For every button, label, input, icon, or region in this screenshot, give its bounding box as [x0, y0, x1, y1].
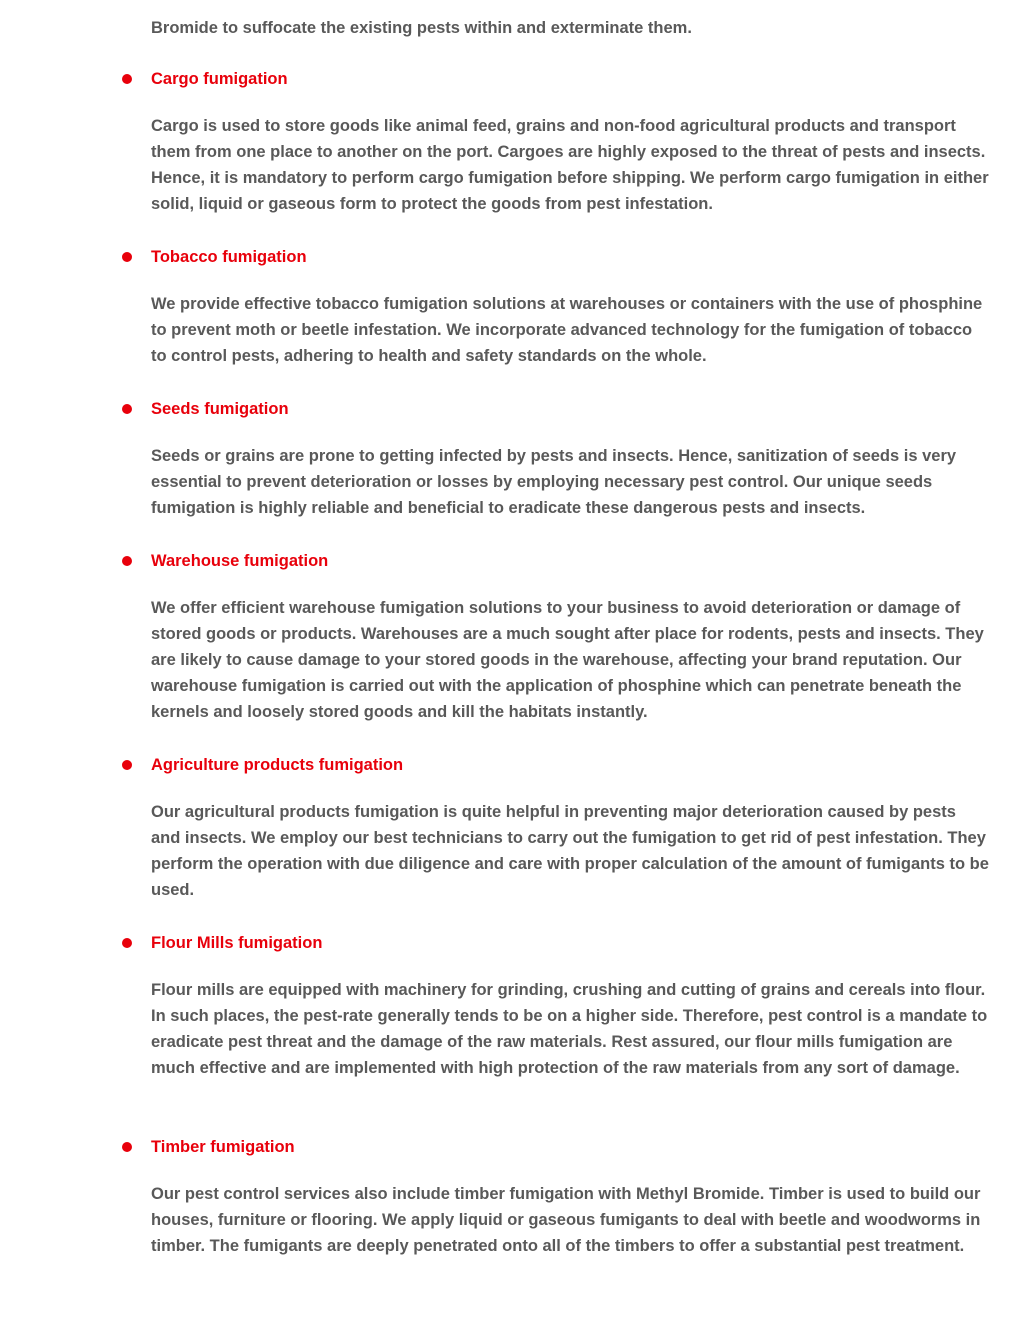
section-seeds-fumigation [0, 397, 1024, 517]
bullet-icon [122, 760, 132, 770]
section-tobacco-fumigation [0, 245, 1024, 365]
section-heading-row [0, 397, 1024, 423]
section-heading-row [0, 549, 1024, 575]
section-heading: Seeds fumigation [151, 400, 289, 418]
section-heading: Cargo fumigation [151, 70, 288, 88]
section-body: We provide effective tobacco fumigation solutions at warehouses or containers with the use of phosphine to prevent moth or beetle infestation. We incorporate advanced technology for the fumigation of tobacco to control pests, adhering to health and safety standards on the whole. [151, 295, 983, 365]
section-agriculture-products-fumigation [0, 753, 1024, 899]
section-body: Our agricultural products fumigation is quite helpful in preventing major deterioration caused by pests and insects. We employ our best technicians to carry out the fumigation to get rid of pest infestation. They perform the operation with due diligence and care with proper calculation of the amount of fumigants to be used. [151, 803, 989, 899]
section-timber-fumigation [0, 1135, 1024, 1255]
section-heading-row [0, 245, 1024, 271]
section-cargo-fumigation [0, 67, 1024, 213]
section-heading: Warehouse fumigation [151, 552, 329, 570]
section-heading: Flour Mills fumigation [151, 934, 323, 952]
section-heading: Agriculture products fumigation [151, 756, 404, 774]
section-heading-row [0, 931, 1024, 957]
bullet-icon [122, 938, 132, 948]
section-body: Cargo is used to store goods like animal feed, grains and non-food agricultural products and transport them from one place to another on the port. Cargoes are highly exposed to the threat of pests and insects. Hence, it is mandatory to perform cargo fumigation before shipping. We perform cargo fumigation in either solid, liquid or gaseous form to protect the goods from pest infestation. [151, 117, 989, 213]
section-body: We offer efficient warehouse fumigation solutions to your business to avoid deterioration or damage of stored goods or products. Warehouses are a much sought after place for rodents, pests and insects. They are likely to cause damage to your stored goods in the warehouse, affecting your brand reputation. Our warehouse fumigation is carried out with the application of phosphine which can penetrate beneath the kernels and loosely stored goods and kill the habitats instantly. [151, 599, 984, 721]
bullet-icon [122, 404, 132, 414]
section-body: Our pest control services also include timber fumigation with Methyl Bromide. Timber is used to build our houses, furniture or flooring. We apply liquid or gaseous fumigants to deal with beetle and woodworms in timber. The fumigants are deeply penetrated onto all of the timbers to offer a substantial pest treatment. [151, 1185, 981, 1255]
section-flour-mills-fumigation [0, 931, 1024, 1077]
intro-paragraph: Bromide to suffocate the existing pests within and exterminate them. [151, 19, 692, 37]
bullet-icon [122, 556, 132, 566]
section-warehouse-fumigation [0, 549, 1024, 721]
section-heading-row [0, 753, 1024, 779]
section-body: Flour mills are equipped with machinery for grinding, crushing and cutting of grains and cereals into flour. In such places, the pest-rate generally tends to be on a higher side. Therefore, pest control is a mandate to eradicate pest threat and the damage of the raw materials. Rest assured, our flour mills fumigation are much effective and are implemented with high protection of the raw materials from any sort of damage. [151, 981, 988, 1077]
section-heading: Timber fumigation [151, 1138, 295, 1156]
section-heading: Tobacco fumigation [151, 248, 307, 266]
section-body: Seeds or grains are prone to getting infected by pests and insects. Hence, sanitization of seeds is very essential to prevent deterioration or losses by employing necessary pest control. Our unique seeds fumigation is highly reliable and beneficial to eradicate these dangerous pests and insects. [151, 447, 957, 517]
bullet-icon [122, 74, 132, 84]
bullet-icon [122, 252, 132, 262]
section-heading-row [0, 67, 1024, 93]
section-heading-row [0, 1135, 1024, 1161]
bullet-icon [122, 1142, 132, 1152]
